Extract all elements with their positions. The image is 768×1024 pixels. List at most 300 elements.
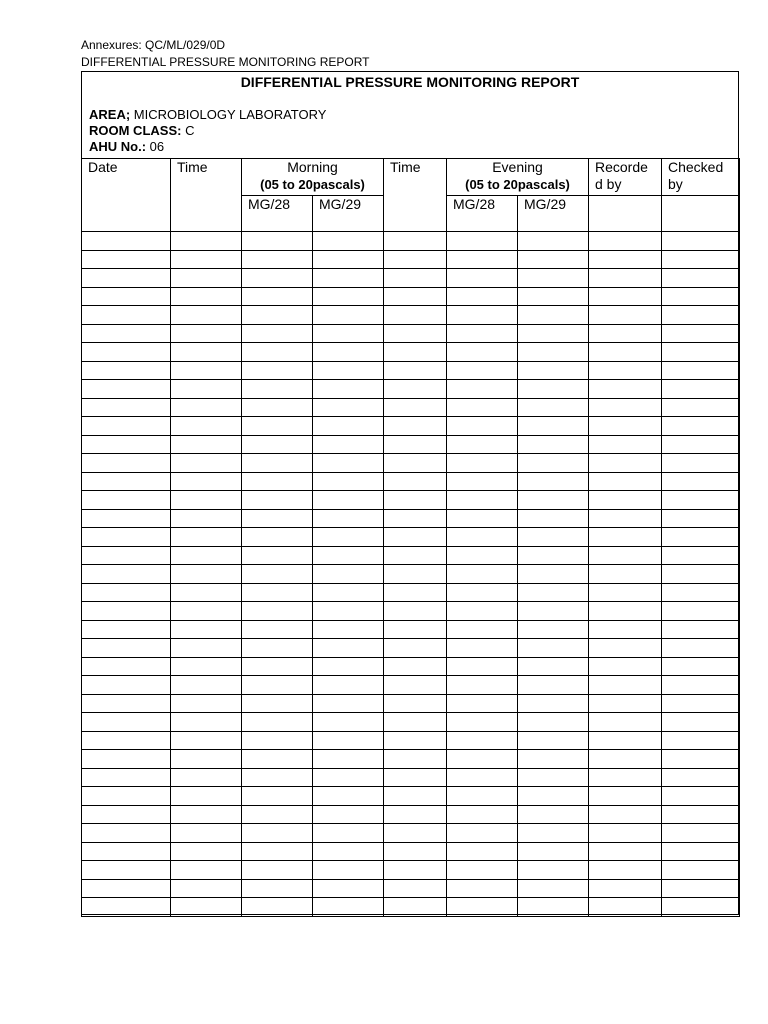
cell-mg28-morning[interactable] — [242, 824, 313, 843]
cell-mg28-morning[interactable] — [242, 842, 313, 861]
cell-time-morning[interactable] — [171, 546, 242, 565]
cell-recorded-by[interactable] — [589, 565, 662, 584]
cell-mg28-evening[interactable] — [447, 361, 518, 380]
cell-mg28-morning[interactable] — [242, 602, 313, 621]
cell-time-evening[interactable] — [384, 842, 447, 861]
cell-date[interactable] — [82, 824, 171, 843]
cell-recorded-by[interactable] — [589, 380, 662, 399]
cell-recorded-by[interactable] — [589, 435, 662, 454]
cell-recorded-by[interactable] — [589, 491, 662, 510]
cell-time-evening[interactable] — [384, 380, 447, 399]
cell-mg28-evening[interactable] — [447, 398, 518, 417]
cell-checked-by[interactable] — [662, 750, 740, 769]
cell-mg28-evening[interactable] — [447, 250, 518, 269]
cell-time-morning[interactable] — [171, 639, 242, 658]
cell-mg28-evening[interactable] — [447, 306, 518, 325]
cell-recorded-by[interactable] — [589, 602, 662, 621]
cell-time-evening[interactable] — [384, 454, 447, 473]
cell-recorded-by[interactable] — [589, 472, 662, 491]
cell-mg28-morning[interactable] — [242, 898, 313, 917]
cell-mg29-evening[interactable] — [518, 546, 589, 565]
cell-mg29-evening[interactable] — [518, 639, 589, 658]
cell-mg29-morning[interactable] — [313, 694, 384, 713]
cell-mg28-morning[interactable] — [242, 269, 313, 288]
cell-time-morning[interactable] — [171, 324, 242, 343]
cell-checked-by[interactable] — [662, 639, 740, 658]
cell-mg29-evening[interactable] — [518, 879, 589, 898]
cell-recorded-by[interactable] — [589, 250, 662, 269]
cell-recorded-by[interactable] — [589, 324, 662, 343]
cell-time-morning[interactable] — [171, 417, 242, 436]
cell-mg29-morning[interactable] — [313, 528, 384, 547]
cell-time-morning[interactable] — [171, 232, 242, 251]
cell-mg28-morning[interactable] — [242, 472, 313, 491]
cell-mg28-morning[interactable] — [242, 768, 313, 787]
cell-checked-by[interactable] — [662, 768, 740, 787]
cell-mg29-evening[interactable] — [518, 232, 589, 251]
cell-time-evening[interactable] — [384, 232, 447, 251]
cell-mg29-morning[interactable] — [313, 620, 384, 639]
cell-time-evening[interactable] — [384, 306, 447, 325]
cell-mg28-evening[interactable] — [447, 713, 518, 732]
cell-time-morning[interactable] — [171, 306, 242, 325]
cell-recorded-by[interactable] — [589, 694, 662, 713]
cell-mg28-morning[interactable] — [242, 657, 313, 676]
cell-date[interactable] — [82, 657, 171, 676]
cell-mg29-morning[interactable] — [313, 454, 384, 473]
cell-date[interactable] — [82, 713, 171, 732]
cell-recorded-by[interactable] — [589, 546, 662, 565]
cell-mg29-evening[interactable] — [518, 269, 589, 288]
cell-time-evening[interactable] — [384, 343, 447, 362]
cell-time-morning[interactable] — [171, 361, 242, 380]
cell-mg28-morning[interactable] — [242, 324, 313, 343]
cell-time-morning[interactable] — [171, 694, 242, 713]
cell-date[interactable] — [82, 694, 171, 713]
cell-recorded-by[interactable] — [589, 750, 662, 769]
cell-recorded-by[interactable] — [589, 232, 662, 251]
cell-checked-by[interactable] — [662, 287, 740, 306]
cell-checked-by[interactable] — [662, 398, 740, 417]
cell-checked-by[interactable] — [662, 232, 740, 251]
cell-recorded-by[interactable] — [589, 861, 662, 880]
cell-date[interactable] — [82, 731, 171, 750]
cell-date[interactable] — [82, 398, 171, 417]
cell-time-morning[interactable] — [171, 343, 242, 362]
cell-mg28-evening[interactable] — [447, 491, 518, 510]
cell-time-morning[interactable] — [171, 472, 242, 491]
cell-mg28-evening[interactable] — [447, 824, 518, 843]
cell-recorded-by[interactable] — [589, 620, 662, 639]
cell-checked-by[interactable] — [662, 731, 740, 750]
cell-mg29-evening[interactable] — [518, 435, 589, 454]
cell-checked-by[interactable] — [662, 676, 740, 695]
cell-mg28-evening[interactable] — [447, 583, 518, 602]
cell-checked-by[interactable] — [662, 694, 740, 713]
cell-date[interactable] — [82, 842, 171, 861]
cell-time-evening[interactable] — [384, 750, 447, 769]
cell-time-morning[interactable] — [171, 250, 242, 269]
cell-mg29-evening[interactable] — [518, 861, 589, 880]
cell-mg29-morning[interactable] — [313, 805, 384, 824]
cell-time-morning[interactable] — [171, 657, 242, 676]
cell-time-evening[interactable] — [384, 602, 447, 621]
cell-mg29-morning[interactable] — [313, 879, 384, 898]
cell-mg28-morning[interactable] — [242, 750, 313, 769]
cell-mg28-evening[interactable] — [447, 528, 518, 547]
cell-mg29-evening[interactable] — [518, 343, 589, 362]
cell-mg29-morning[interactable] — [313, 491, 384, 510]
cell-time-evening[interactable] — [384, 676, 447, 695]
cell-date[interactable] — [82, 324, 171, 343]
cell-mg28-evening[interactable] — [447, 287, 518, 306]
cell-time-evening[interactable] — [384, 528, 447, 547]
cell-mg29-evening[interactable] — [518, 361, 589, 380]
cell-time-evening[interactable] — [384, 879, 447, 898]
cell-checked-by[interactable] — [662, 657, 740, 676]
cell-mg29-morning[interactable] — [313, 750, 384, 769]
cell-mg29-evening[interactable] — [518, 731, 589, 750]
cell-date[interactable] — [82, 491, 171, 510]
cell-mg28-morning[interactable] — [242, 861, 313, 880]
cell-date[interactable] — [82, 472, 171, 491]
cell-mg29-evening[interactable] — [518, 324, 589, 343]
cell-recorded-by[interactable] — [589, 639, 662, 658]
cell-checked-by[interactable] — [662, 435, 740, 454]
cell-mg29-morning[interactable] — [313, 583, 384, 602]
cell-time-morning[interactable] — [171, 380, 242, 399]
cell-mg28-morning[interactable] — [242, 250, 313, 269]
cell-recorded-by[interactable] — [589, 398, 662, 417]
cell-mg29-evening[interactable] — [518, 250, 589, 269]
cell-time-evening[interactable] — [384, 657, 447, 676]
cell-time-evening[interactable] — [384, 417, 447, 436]
cell-time-evening[interactable] — [384, 287, 447, 306]
cell-mg29-evening[interactable] — [518, 620, 589, 639]
cell-mg28-evening[interactable] — [447, 546, 518, 565]
cell-date[interactable] — [82, 879, 171, 898]
cell-checked-by[interactable] — [662, 787, 740, 806]
cell-mg29-evening[interactable] — [518, 509, 589, 528]
cell-time-evening[interactable] — [384, 768, 447, 787]
cell-checked-by[interactable] — [662, 879, 740, 898]
cell-date[interactable] — [82, 528, 171, 547]
cell-mg28-evening[interactable] — [447, 805, 518, 824]
cell-mg29-evening[interactable] — [518, 676, 589, 695]
cell-checked-by[interactable] — [662, 324, 740, 343]
cell-checked-by[interactable] — [662, 713, 740, 732]
cell-mg28-evening[interactable] — [447, 380, 518, 399]
cell-mg29-morning[interactable] — [313, 731, 384, 750]
cell-checked-by[interactable] — [662, 602, 740, 621]
cell-time-evening[interactable] — [384, 509, 447, 528]
cell-mg29-morning[interactable] — [313, 250, 384, 269]
cell-time-morning[interactable] — [171, 879, 242, 898]
cell-mg29-morning[interactable] — [313, 787, 384, 806]
cell-recorded-by[interactable] — [589, 898, 662, 917]
cell-mg28-evening[interactable] — [447, 343, 518, 362]
cell-date[interactable] — [82, 250, 171, 269]
cell-mg28-evening[interactable] — [447, 750, 518, 769]
cell-mg28-morning[interactable] — [242, 805, 313, 824]
cell-recorded-by[interactable] — [589, 454, 662, 473]
cell-time-evening[interactable] — [384, 787, 447, 806]
cell-mg28-evening[interactable] — [447, 232, 518, 251]
cell-time-morning[interactable] — [171, 528, 242, 547]
cell-mg29-morning[interactable] — [313, 546, 384, 565]
cell-mg29-evening[interactable] — [518, 768, 589, 787]
cell-mg29-evening[interactable] — [518, 694, 589, 713]
cell-mg28-evening[interactable] — [447, 787, 518, 806]
cell-recorded-by[interactable] — [589, 768, 662, 787]
cell-date[interactable] — [82, 361, 171, 380]
cell-mg28-evening[interactable] — [447, 694, 518, 713]
cell-time-morning[interactable] — [171, 435, 242, 454]
cell-time-evening[interactable] — [384, 269, 447, 288]
cell-mg28-evening[interactable] — [447, 861, 518, 880]
cell-mg28-morning[interactable] — [242, 454, 313, 473]
cell-checked-by[interactable] — [662, 343, 740, 362]
cell-time-evening[interactable] — [384, 583, 447, 602]
cell-date[interactable] — [82, 898, 171, 917]
cell-time-morning[interactable] — [171, 398, 242, 417]
cell-mg29-evening[interactable] — [518, 306, 589, 325]
cell-mg29-evening[interactable] — [518, 842, 589, 861]
cell-mg28-morning[interactable] — [242, 435, 313, 454]
cell-mg28-evening[interactable] — [447, 842, 518, 861]
cell-checked-by[interactable] — [662, 491, 740, 510]
cell-date[interactable] — [82, 287, 171, 306]
cell-mg29-morning[interactable] — [313, 472, 384, 491]
cell-recorded-by[interactable] — [589, 509, 662, 528]
cell-recorded-by[interactable] — [589, 287, 662, 306]
cell-time-evening[interactable] — [384, 861, 447, 880]
cell-mg28-morning[interactable] — [242, 287, 313, 306]
cell-mg29-morning[interactable] — [313, 435, 384, 454]
cell-mg28-morning[interactable] — [242, 694, 313, 713]
cell-mg28-morning[interactable] — [242, 232, 313, 251]
cell-time-morning[interactable] — [171, 805, 242, 824]
cell-date[interactable] — [82, 639, 171, 658]
cell-mg29-morning[interactable] — [313, 232, 384, 251]
cell-recorded-by[interactable] — [589, 842, 662, 861]
cell-mg28-morning[interactable] — [242, 676, 313, 695]
cell-mg28-morning[interactable] — [242, 398, 313, 417]
cell-checked-by[interactable] — [662, 565, 740, 584]
cell-recorded-by[interactable] — [589, 805, 662, 824]
cell-date[interactable] — [82, 565, 171, 584]
cell-date[interactable] — [82, 805, 171, 824]
cell-date[interactable] — [82, 546, 171, 565]
cell-mg28-evening[interactable] — [447, 269, 518, 288]
cell-time-morning[interactable] — [171, 269, 242, 288]
cell-recorded-by[interactable] — [589, 269, 662, 288]
cell-time-evening[interactable] — [384, 398, 447, 417]
cell-mg28-morning[interactable] — [242, 620, 313, 639]
cell-mg28-morning[interactable] — [242, 639, 313, 658]
cell-date[interactable] — [82, 454, 171, 473]
cell-mg29-evening[interactable] — [518, 565, 589, 584]
cell-date[interactable] — [82, 509, 171, 528]
cell-time-evening[interactable] — [384, 694, 447, 713]
cell-checked-by[interactable] — [662, 509, 740, 528]
cell-mg28-evening[interactable] — [447, 639, 518, 658]
cell-mg29-evening[interactable] — [518, 398, 589, 417]
cell-time-morning[interactable] — [171, 602, 242, 621]
cell-date[interactable] — [82, 602, 171, 621]
cell-time-evening[interactable] — [384, 324, 447, 343]
cell-time-morning[interactable] — [171, 454, 242, 473]
cell-recorded-by[interactable] — [589, 583, 662, 602]
cell-time-morning[interactable] — [171, 787, 242, 806]
cell-mg28-morning[interactable] — [242, 343, 313, 362]
cell-mg28-morning[interactable] — [242, 565, 313, 584]
cell-time-morning[interactable] — [171, 565, 242, 584]
cell-mg28-evening[interactable] — [447, 435, 518, 454]
cell-checked-by[interactable] — [662, 824, 740, 843]
cell-mg29-morning[interactable] — [313, 343, 384, 362]
cell-time-evening[interactable] — [384, 824, 447, 843]
cell-mg29-evening[interactable] — [518, 602, 589, 621]
cell-mg29-evening[interactable] — [518, 417, 589, 436]
cell-mg29-morning[interactable] — [313, 324, 384, 343]
cell-time-morning[interactable] — [171, 287, 242, 306]
cell-checked-by[interactable] — [662, 380, 740, 399]
cell-mg29-evening[interactable] — [518, 824, 589, 843]
cell-date[interactable] — [82, 583, 171, 602]
cell-mg28-evening[interactable] — [447, 731, 518, 750]
cell-checked-by[interactable] — [662, 898, 740, 917]
cell-mg28-morning[interactable] — [242, 731, 313, 750]
cell-date[interactable] — [82, 861, 171, 880]
cell-mg29-evening[interactable] — [518, 528, 589, 547]
cell-checked-by[interactable] — [662, 306, 740, 325]
cell-mg28-morning[interactable] — [242, 361, 313, 380]
cell-checked-by[interactable] — [662, 472, 740, 491]
cell-time-evening[interactable] — [384, 620, 447, 639]
cell-time-evening[interactable] — [384, 546, 447, 565]
cell-time-morning[interactable] — [171, 731, 242, 750]
cell-mg28-evening[interactable] — [447, 657, 518, 676]
cell-mg29-morning[interactable] — [313, 398, 384, 417]
cell-mg29-evening[interactable] — [518, 583, 589, 602]
cell-mg28-morning[interactable] — [242, 546, 313, 565]
cell-checked-by[interactable] — [662, 842, 740, 861]
cell-checked-by[interactable] — [662, 620, 740, 639]
cell-checked-by[interactable] — [662, 805, 740, 824]
cell-checked-by[interactable] — [662, 546, 740, 565]
cell-time-evening[interactable] — [384, 898, 447, 917]
cell-mg28-morning[interactable] — [242, 528, 313, 547]
cell-date[interactable] — [82, 269, 171, 288]
cell-mg29-evening[interactable] — [518, 380, 589, 399]
cell-date[interactable] — [82, 768, 171, 787]
cell-time-morning[interactable] — [171, 676, 242, 695]
cell-mg28-evening[interactable] — [447, 324, 518, 343]
cell-time-morning[interactable] — [171, 750, 242, 769]
cell-mg29-evening[interactable] — [518, 657, 589, 676]
cell-time-morning[interactable] — [171, 713, 242, 732]
cell-time-morning[interactable] — [171, 898, 242, 917]
cell-time-morning[interactable] — [171, 842, 242, 861]
cell-checked-by[interactable] — [662, 528, 740, 547]
cell-mg28-evening[interactable] — [447, 676, 518, 695]
cell-mg29-evening[interactable] — [518, 472, 589, 491]
cell-mg28-evening[interactable] — [447, 472, 518, 491]
cell-date[interactable] — [82, 676, 171, 695]
cell-mg29-morning[interactable] — [313, 361, 384, 380]
cell-recorded-by[interactable] — [589, 713, 662, 732]
cell-date[interactable] — [82, 750, 171, 769]
cell-recorded-by[interactable] — [589, 361, 662, 380]
cell-mg28-morning[interactable] — [242, 787, 313, 806]
cell-mg28-evening[interactable] — [447, 454, 518, 473]
cell-mg29-morning[interactable] — [313, 861, 384, 880]
cell-checked-by[interactable] — [662, 417, 740, 436]
cell-mg28-morning[interactable] — [242, 583, 313, 602]
cell-mg29-morning[interactable] — [313, 657, 384, 676]
cell-mg29-morning[interactable] — [313, 639, 384, 658]
cell-mg28-morning[interactable] — [242, 380, 313, 399]
cell-recorded-by[interactable] — [589, 417, 662, 436]
cell-checked-by[interactable] — [662, 269, 740, 288]
cell-date[interactable] — [82, 232, 171, 251]
cell-date[interactable] — [82, 343, 171, 362]
cell-recorded-by[interactable] — [589, 824, 662, 843]
cell-time-evening[interactable] — [384, 435, 447, 454]
cell-mg29-morning[interactable] — [313, 602, 384, 621]
cell-checked-by[interactable] — [662, 583, 740, 602]
cell-mg28-morning[interactable] — [242, 879, 313, 898]
cell-time-morning[interactable] — [171, 583, 242, 602]
cell-mg29-morning[interactable] — [313, 287, 384, 306]
cell-mg28-evening[interactable] — [447, 879, 518, 898]
cell-mg29-morning[interactable] — [313, 306, 384, 325]
cell-checked-by[interactable] — [662, 454, 740, 473]
cell-time-evening[interactable] — [384, 713, 447, 732]
cell-mg28-morning[interactable] — [242, 491, 313, 510]
cell-mg28-morning[interactable] — [242, 713, 313, 732]
cell-recorded-by[interactable] — [589, 306, 662, 325]
cell-mg29-evening[interactable] — [518, 454, 589, 473]
cell-mg28-morning[interactable] — [242, 509, 313, 528]
cell-recorded-by[interactable] — [589, 787, 662, 806]
cell-time-evening[interactable] — [384, 731, 447, 750]
cell-mg29-morning[interactable] — [313, 417, 384, 436]
cell-recorded-by[interactable] — [589, 343, 662, 362]
cell-checked-by[interactable] — [662, 361, 740, 380]
cell-mg28-evening[interactable] — [447, 620, 518, 639]
cell-recorded-by[interactable] — [589, 676, 662, 695]
cell-time-evening[interactable] — [384, 472, 447, 491]
cell-mg29-evening[interactable] — [518, 287, 589, 306]
cell-mg29-morning[interactable] — [313, 380, 384, 399]
cell-mg28-evening[interactable] — [447, 768, 518, 787]
cell-time-morning[interactable] — [171, 620, 242, 639]
cell-time-morning[interactable] — [171, 491, 242, 510]
cell-date[interactable] — [82, 435, 171, 454]
cell-date[interactable] — [82, 787, 171, 806]
cell-checked-by[interactable] — [662, 861, 740, 880]
cell-mg29-morning[interactable] — [313, 842, 384, 861]
cell-mg28-morning[interactable] — [242, 417, 313, 436]
cell-mg29-morning[interactable] — [313, 824, 384, 843]
cell-checked-by[interactable] — [662, 250, 740, 269]
cell-date[interactable] — [82, 306, 171, 325]
cell-recorded-by[interactable] — [589, 528, 662, 547]
cell-mg29-morning[interactable] — [313, 676, 384, 695]
cell-mg28-morning[interactable] — [242, 306, 313, 325]
